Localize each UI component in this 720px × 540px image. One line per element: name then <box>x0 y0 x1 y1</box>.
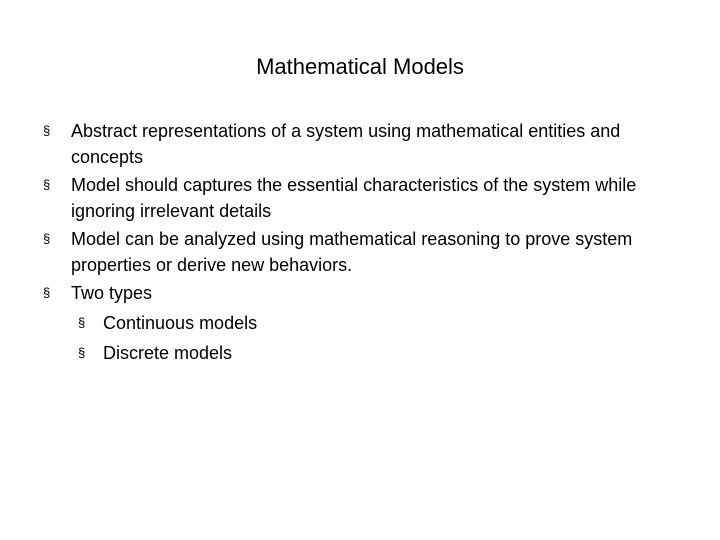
bullet-item <box>0 280 671 306</box>
bullet-item <box>0 226 671 278</box>
sub-bullet-item <box>0 310 663 336</box>
bullet-text: Model should captures the essential characteristics of the system while ignoring irrelevant details <box>71 175 637 221</box>
bullet-icon: § <box>78 345 86 360</box>
bullet-list <box>0 118 720 368</box>
bullet-text: Two types <box>71 283 153 303</box>
slide-title: Mathematical Models <box>256 54 464 79</box>
bullet-item <box>0 118 671 170</box>
bullet-icon: § <box>43 285 51 300</box>
bullet-icon: § <box>43 231 51 246</box>
sub-bullet-text: Continuous models <box>103 313 258 333</box>
sub-bullet-text: Discrete models <box>103 343 233 363</box>
bullet-text: Model can be analyzed using mathematical reasoning to prove system properties or derive new behaviors. <box>71 229 633 275</box>
bullet-text: Abstract representations of a system using mathematical entities and concepts <box>71 121 621 167</box>
sub-bullet-item <box>0 340 663 366</box>
bullet-icon: § <box>78 315 86 330</box>
bullet-item <box>0 172 671 224</box>
bullet-icon: § <box>43 123 51 138</box>
bullet-icon: § <box>43 177 51 192</box>
